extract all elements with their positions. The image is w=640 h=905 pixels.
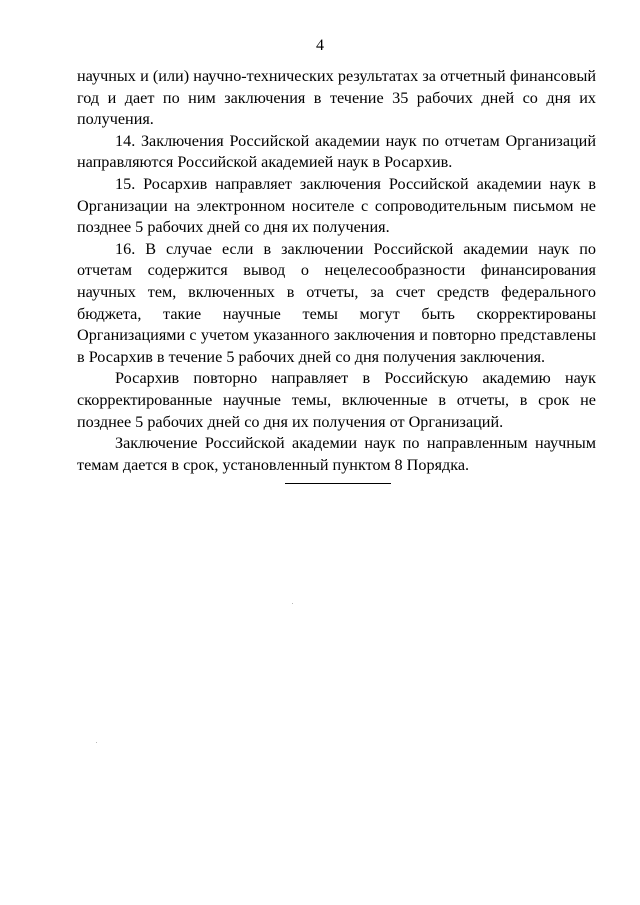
body-text: [77, 66, 596, 476]
paragraph-14: 14. Заключения Российской академии наук по отчетам Организаций направляются Российской академией наук в Росархив.: [77, 131, 596, 172]
scan-speck: [292, 603, 293, 604]
paragraph-16: 16. В случае если в заключении Российской академии наук по отчетам содержится вывод о нецелесообразности финансирования научных тем, включенных в отчеты, за счет средств федерального бюджета, такие научные темы могут быть скорректированы Организациями с учетом указанного заключения и повторно представлены в Росархив в течение 5 рабочих дней со дня получения заключения.: [77, 239, 596, 366]
paragraph-15: 15. Росархив направляет заключения Российской академии наук в Организации на электронном носителе с сопроводительным письмом не позднее 5 рабочих дней со дня их получения.: [77, 174, 596, 237]
paragraph-resubmission: Росархив повторно направляет в Российскую академию наук скорректированные научные темы, включенные в отчеты, в срок не позднее 5 рабочих дней со дня их получения от Организаций.: [77, 369, 596, 431]
paragraph-continuation: научных и (или) научно-технических результатах за отчетный финансовый год и дает по ним заключения в течение 35 рабочих дней со дня их получения.: [77, 67, 596, 129]
page-number: 4: [316, 37, 324, 54]
end-separator-line: [285, 483, 391, 484]
scan-speck: [96, 742, 97, 743]
paragraph-conclusion-deadline: Заключение Российской академии наук по направленным научным темам дается в срок, установленный пунктом 8 Порядка.: [77, 434, 596, 474]
